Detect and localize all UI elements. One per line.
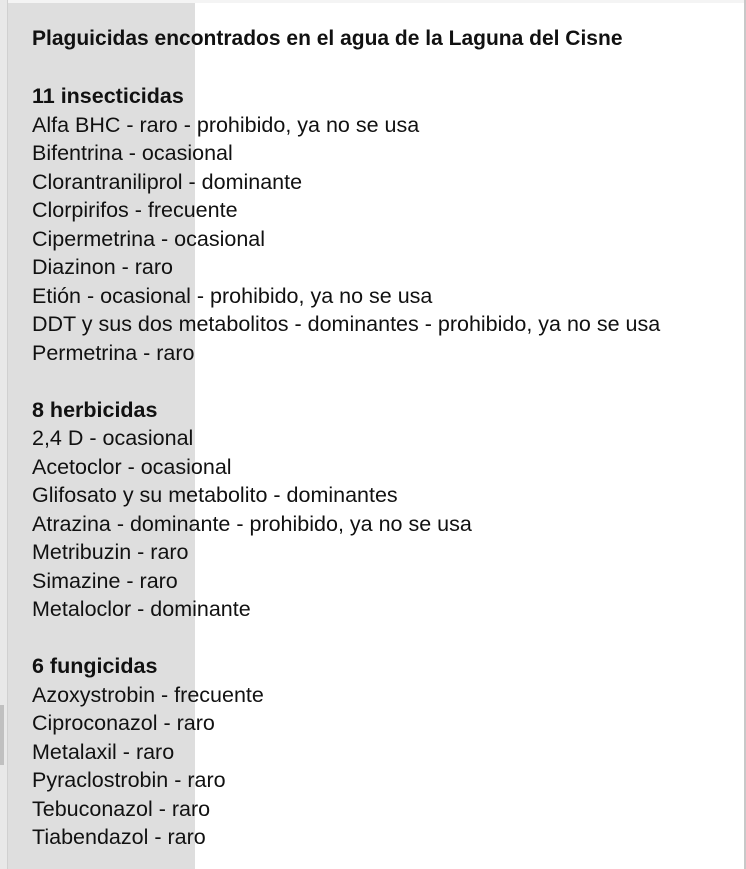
list-item: Pyraclostrobin - raro bbox=[32, 768, 226, 792]
list-item: Clorantraniliprol - dominante bbox=[32, 169, 303, 194]
list-item: Alfa BHC - raro - prohibido, ya no se usa bbox=[32, 112, 420, 137]
list-item: Metalaxil - raro bbox=[32, 739, 175, 764]
section-fungicidas bbox=[32, 652, 737, 852]
list-item: Diazinon - raro bbox=[32, 255, 173, 279]
list-item: Tiabendazol - raro bbox=[32, 825, 206, 849]
list-item: Permetrina - raro bbox=[32, 340, 195, 365]
list-item: Clorpirifos - frecuente bbox=[32, 198, 238, 222]
top-border bbox=[0, 0, 746, 3]
section-insecticidas bbox=[32, 82, 737, 367]
document-title: Plaguicidas encontrados en el agua de la Laguna del Cisne bbox=[32, 27, 623, 50]
list-item: Metribuzin - raro bbox=[32, 540, 189, 564]
list-item: Azoxystrobin - frecuente bbox=[32, 682, 264, 707]
list-item: Acetoclor - ocasional bbox=[32, 454, 232, 479]
list-item: Tebuconazol - raro bbox=[32, 796, 211, 821]
list-item: DDT y sus dos metabolitos - dominantes - prohibido, ya no se usa bbox=[32, 312, 661, 336]
list-item: Bifentrina - ocasional bbox=[32, 141, 233, 165]
list-item: Ciproconazol - raro bbox=[32, 711, 215, 735]
document-body bbox=[32, 25, 737, 852]
list-item: Etión - ocasional - prohibido, ya no se usa bbox=[32, 283, 433, 308]
list-item: Metaloclor - dominante bbox=[32, 597, 251, 621]
section-heading: 8 herbicidas bbox=[32, 397, 158, 422]
list-item: Glifosato y su metabolito - dominantes bbox=[32, 483, 398, 507]
section-herbicidas bbox=[32, 396, 737, 624]
list-item: Simazine - raro bbox=[32, 568, 178, 593]
list-item: 2,4 D - ocasional bbox=[32, 426, 194, 450]
list-item: Atrazina - dominante - prohibido, ya no se usa bbox=[32, 511, 472, 536]
section-heading: 11 insecticidas bbox=[32, 84, 184, 108]
list-item: Cipermetrina - ocasional bbox=[32, 226, 266, 251]
left-edge-mark bbox=[0, 705, 4, 765]
section-heading: 6 fungicidas bbox=[32, 654, 158, 678]
